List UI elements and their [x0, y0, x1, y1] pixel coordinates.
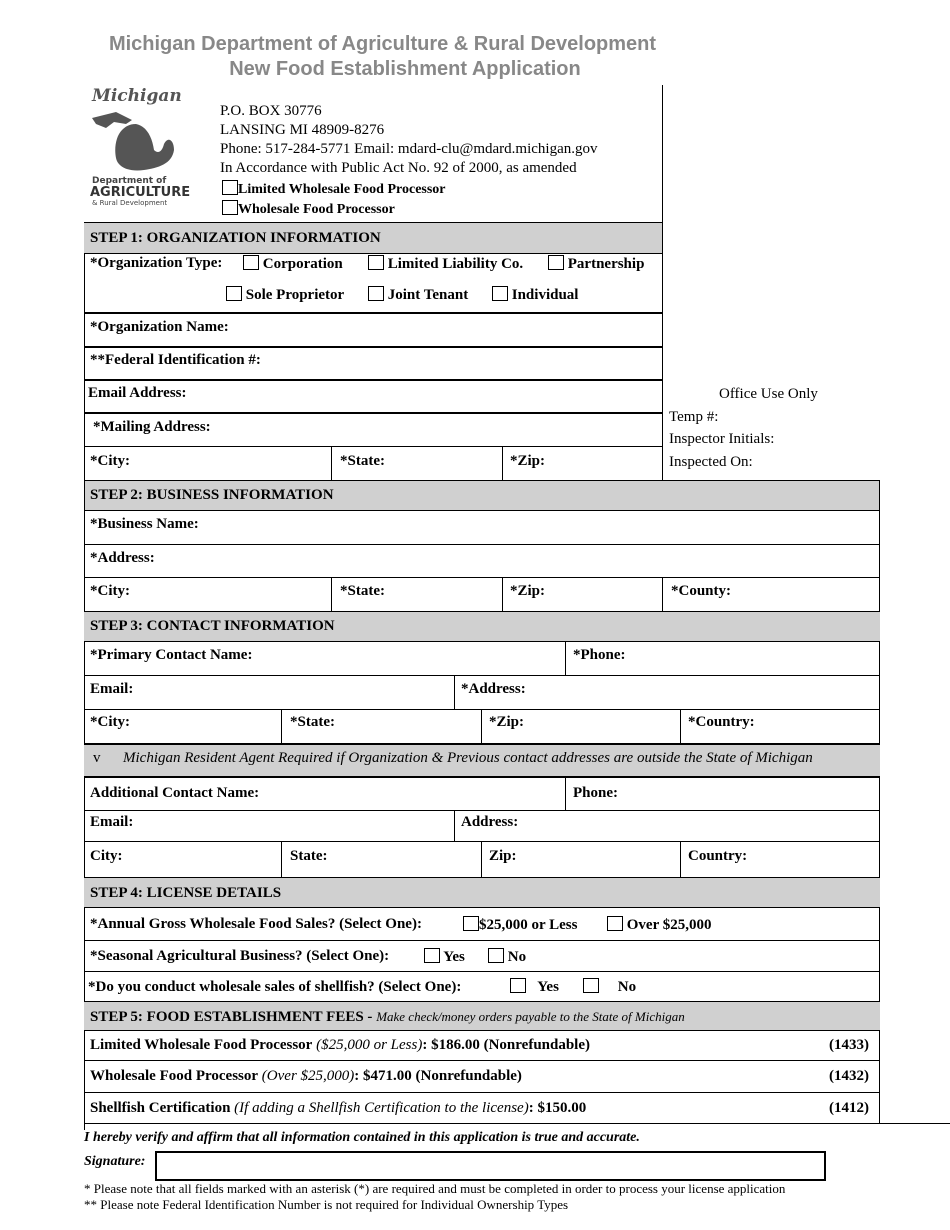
sales-low-label: $25,000 or Less — [479, 917, 578, 933]
office-use-title: Office Use Only — [719, 386, 818, 402]
option-wholesale[interactable] — [222, 200, 395, 218]
seasonal-no-label: No — [507, 949, 527, 965]
sales-option-high[interactable] — [607, 916, 711, 934]
fee-name: Wholesale Food Processor — [90, 1068, 259, 1084]
org-type-individual[interactable] — [492, 286, 578, 304]
affirm-statement: I hereby verify and affirm that all information contained in this application is true and accurate. — [84, 1130, 640, 1145]
fee-code-wholesale: (1432) — [829, 1068, 869, 1084]
step2-title: STEP 2: BUSINESS INFORMATION — [90, 487, 334, 503]
footnote-required: * Please note that all fields marked with an asterisk (*) are required and must be completed in order to process your license application — [84, 1181, 786, 1196]
fee-row-shellfish — [90, 1100, 586, 1117]
org-type-sole[interactable] — [226, 286, 344, 304]
fee-name: Shellfish Certification — [90, 1100, 231, 1116]
fee-code-limited: (1433) — [829, 1037, 869, 1053]
fee-price: : $150.00 — [528, 1100, 587, 1116]
primary-phone-field[interactable]: *Phone: — [573, 647, 626, 663]
additional-phone-field[interactable]: Phone: — [573, 785, 618, 801]
primary-country-field[interactable]: *Country: — [688, 714, 755, 730]
shellfish-yes[interactable] — [510, 978, 559, 996]
fee-price: : $186.00 (Nonrefundable) — [422, 1037, 591, 1053]
sales-high-checkbox[interactable] — [607, 916, 623, 931]
individual-checkbox[interactable] — [492, 286, 508, 301]
additional-zip-field[interactable]: Zip: — [489, 848, 517, 864]
joint-label: Joint Tenant — [387, 287, 469, 303]
seasonal-yes-label: Yes — [443, 949, 465, 965]
fee-note: ($25,000 or Less) — [316, 1037, 423, 1053]
primary-state-field[interactable]: *State: — [290, 714, 335, 730]
primary-address-field[interactable]: *Address: — [461, 681, 526, 697]
shellfish-question: *Do you conduct wholesale sales of shellfish? (Select One): — [88, 979, 462, 995]
shellfish-no[interactable] — [583, 978, 636, 996]
shellfish-no-label: No — [617, 979, 637, 995]
shellfish-yes-checkbox[interactable] — [510, 978, 526, 993]
partnership-checkbox[interactable] — [548, 255, 564, 270]
primary-zip-field[interactable]: *Zip: — [489, 714, 525, 730]
org-state-field[interactable]: *State: — [340, 453, 385, 469]
shellfish-no-checkbox[interactable] — [583, 978, 599, 993]
corporation-checkbox[interactable] — [243, 255, 259, 270]
mailing-address-field[interactable]: *Mailing Address: — [93, 419, 211, 435]
logo-agriculture: AGRICULTURE — [90, 185, 191, 200]
org-zip-field[interactable]: *Zip: — [510, 453, 546, 469]
logo-dept-of: Department of — [92, 176, 167, 186]
seasonal-yes[interactable] — [424, 948, 465, 966]
fee-name: Limited Wholesale Food Processor — [90, 1037, 313, 1053]
resident-agent-note: Michigan Resident Agent Required if Organization & Previous contact addresses are outside the State of Michigan — [123, 750, 813, 766]
org-type-corporation[interactable] — [243, 255, 343, 273]
business-county-field[interactable]: *County: — [671, 583, 732, 599]
signature-label: Signature: — [84, 1154, 146, 1169]
office-inspector: Inspector Initials: — [669, 431, 775, 447]
page-title: Michigan Department of Agriculture & Rural Development — [108, 33, 657, 55]
joint-checkbox[interactable] — [368, 286, 384, 301]
sole-checkbox[interactable] — [226, 286, 242, 301]
seasonal-no[interactable] — [488, 948, 526, 966]
office-inspected: Inspected On: — [669, 454, 753, 470]
resident-bullet: v — [93, 750, 101, 766]
org-type-label: *Organization Type: — [90, 255, 223, 271]
org-type-joint[interactable] — [368, 286, 468, 304]
seasonal-question: *Seasonal Agricultural Business? (Select One): — [90, 948, 390, 964]
sales-low-checkbox[interactable] — [463, 916, 479, 931]
llc-label: Limited Liability Co. — [387, 256, 524, 272]
business-name-field[interactable]: *Business Name: — [90, 516, 199, 532]
page-subtitle: New Food Establishment Application — [229, 58, 581, 80]
footnote-fed-id: ** Please note Federal Identification Number is not required for Individual Ownership Types — [84, 1197, 569, 1212]
sales-high-label: Over $25,000 — [626, 917, 712, 933]
logo-rural: & Rural Development — [92, 199, 168, 207]
signature-box[interactable] — [155, 1151, 826, 1181]
org-email-field[interactable]: Email Address: — [88, 385, 187, 401]
wholesale-checkbox[interactable] — [222, 200, 238, 215]
city-line: LANSING MI 48909-8276 — [220, 122, 385, 138]
seasonal-yes-checkbox[interactable] — [424, 948, 440, 963]
org-type-partnership[interactable] — [548, 255, 644, 273]
business-city-field[interactable]: *City: — [90, 583, 130, 599]
additional-contact-field[interactable]: Additional Contact Name: — [90, 785, 260, 801]
business-state-field[interactable]: *State: — [340, 583, 385, 599]
shellfish-yes-label: Yes — [537, 979, 559, 995]
llc-checkbox[interactable] — [368, 255, 384, 270]
limited-wholesale-checkbox[interactable] — [222, 180, 238, 195]
office-temp: Temp #: — [669, 409, 719, 425]
business-address-field[interactable]: *Address: — [90, 550, 155, 566]
wholesale-label: Wholesale Food Processor — [238, 202, 395, 217]
po-box: P.O. BOX 30776 — [220, 103, 322, 119]
org-name-field[interactable]: *Organization Name: — [90, 319, 229, 335]
corporation-label: Corporation — [262, 256, 343, 272]
fee-code-shellfish: (1412) — [829, 1100, 869, 1116]
fee-note: (If adding a Shellfish Certification to the license) — [234, 1100, 529, 1116]
limited-wholesale-label: Limited Wholesale Food Processor — [238, 182, 446, 197]
additional-city-field[interactable]: City: — [90, 848, 123, 864]
act-line: In Accordance with Public Act No. 92 of 2000, as amended — [220, 160, 577, 176]
sales-question: *Annual Gross Wholesale Food Sales? (Select One): — [90, 916, 422, 932]
additional-email-field[interactable]: Email: — [90, 814, 134, 830]
org-city-field[interactable]: *City: — [90, 453, 130, 469]
additional-country-field[interactable]: Country: — [688, 848, 748, 864]
step5-title: STEP 5: FOOD ESTABLISHMENT FEES - — [90, 1009, 373, 1025]
step5-note: Make check/money orders payable to the State of Michigan — [376, 1009, 685, 1024]
contact-line: Phone: 517-284-5771 Email: mdard-clu@mdard.michigan.gov — [220, 141, 598, 157]
sole-label: Sole Proprietor — [245, 287, 345, 303]
seasonal-no-checkbox[interactable] — [488, 948, 504, 963]
step1-title: STEP 1: ORGANIZATION INFORMATION — [90, 230, 381, 246]
step4-title: STEP 4: LICENSE DETAILS — [90, 885, 282, 901]
step3-title: STEP 3: CONTACT INFORMATION — [90, 618, 335, 634]
logo-script: Michigan — [92, 86, 182, 106]
primary-contact-field[interactable]: *Primary Contact Name: — [90, 647, 253, 663]
fee-price: : $471.00 (Nonrefundable) — [354, 1068, 522, 1084]
primary-email-field[interactable]: Email: — [90, 681, 134, 697]
fed-id-field[interactable]: **Federal Identification #: — [90, 352, 261, 368]
mdard-logo — [86, 86, 191, 216]
additional-address-field[interactable]: Address: — [461, 814, 519, 830]
primary-city-field[interactable]: *City: — [90, 714, 130, 730]
sales-option-low[interactable] — [463, 916, 577, 934]
business-zip-field[interactable]: *Zip: — [510, 583, 546, 599]
partnership-label: Partnership — [567, 256, 645, 272]
org-type-llc[interactable] — [368, 255, 523, 273]
fee-row-limited — [90, 1037, 590, 1054]
option-limited-wholesale[interactable] — [222, 180, 446, 198]
additional-state-field[interactable]: State: — [290, 848, 328, 864]
individual-label: Individual — [511, 287, 579, 303]
michigan-map-icon — [86, 106, 186, 176]
step5-title-row — [90, 1009, 685, 1026]
fee-row-wholesale — [90, 1068, 522, 1085]
fee-note: (Over $25,000) — [261, 1068, 355, 1084]
